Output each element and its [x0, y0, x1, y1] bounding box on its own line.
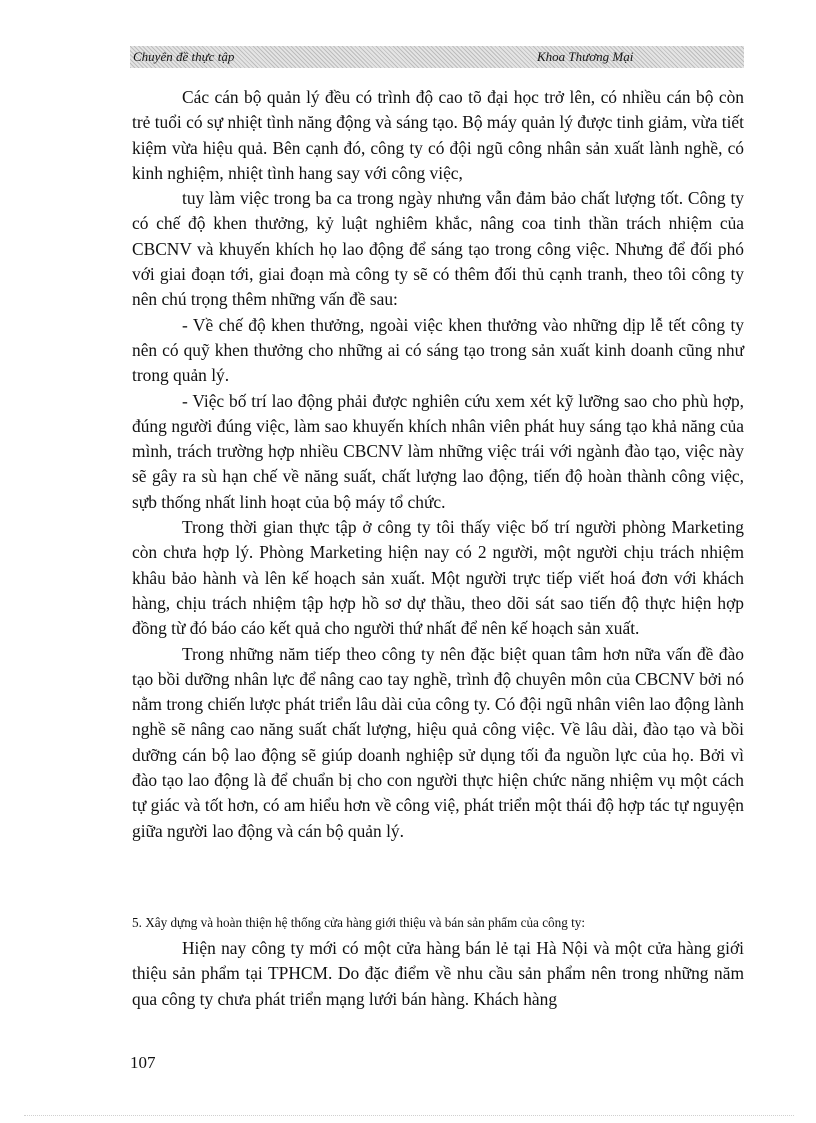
document-body [132, 85, 744, 844]
section-heading: 5. Xây dựng và hoàn thiện hệ thống cửa hàng giới thiệu và bán sản phẩm của công ty: [132, 915, 586, 930]
paragraph-management-staff: Các cán bộ quản lý đều có trình độ cao tõ đại học trở lên, có nhiều cán bộ còn trẻ tuổi có sự nhiệt tình năng động và sáng tạo. Bộ máy quản lý được tinh giảm, vừa tiết kiệm vừa hiệu quả. Bên cạnh đó, công ty có đội ngũ công nhân sản xuất lành nghề, có kinh nghiệm, nhiệt tình hang say với công việc, [132, 87, 744, 183]
paragraph-store-network: Hiện nay công ty mới có một cửa hàng bán lẻ tại Hà Nội và một cửa hàng giới thiệu sản phẩm tại TPHCM. Do đặc điểm về nhu cầu sản phẩm nên trong những năm qua công ty chưa phát triển mạng lưới bán hàng. Khách hàng [132, 938, 744, 1009]
footer-divider [24, 1115, 794, 1116]
paragraph-labor-allocation: - Việc bố trí lao động phải được nghiên cứu xem xét kỹ lưỡng sao cho phù hợp, đúng người đúng việc, làm sao khuyến khích nhân viên phát huy sáng tạo khả năng của mình, trách trường hợp nhiều CBCNV làm những việc trái với ngành đào tạo, việc này sẽ gây ra sù hạn chế về năng suất, chất lượng lao động, tiến độ hoàn thành công việc, sựb thống nhất linh hoạt của bộ máy tổ chức. [132, 390, 744, 512]
paragraph-reward-discipline: tuy làm việc trong ba ca trong ngày nhưng vẫn đảm bảo chất lượng tốt. Công ty có chế độ khen thưởng, kỷ luật nghiêm khắc, nâng coa tinh thần trách nhiệm của CBCNV và khuyến khích họ lao động để sáng tạo trong công việc. Nhưng để đối phó với giai đoạn tới, giai đoạn mà công ty sẽ có thêm đối thủ cạnh tranh, theo tôi công ty nên chú trọng thêm những vấn đề sau: [132, 188, 744, 310]
paragraph-marketing-department: Trong thời gian thực tập ở công ty tôi thấy việc bố trí người phòng Marketing còn chưa hợp lý. Phòng Marketing hiện nay có 2 người, một người chịu trách nhiệm khâu bảo hành và lên kế hoạch sản xuất. Một người trực tiếp viết hoá đơn với khách hàng, chịu trách nhiệm tập hợp hồ sơ dự thầu, theo dõi sát sao tiến độ thực hiện hợp đồng từ đó báo cáo kết quả cho người thứ nhất để nên kế hoạch sản xuất. [132, 517, 744, 639]
paragraph-training: Trong những năm tiếp theo công ty nên đặc biệt quan tâm hơn nữa vấn đề đào tạo bồi dưỡng nhân lực để nâng cao tay nghề, trình độ chuyên môn của CBCNV bởi nó nằm trong chiến lược phát triển lâu dài của công ty. Có đội ngũ nhân viên lao động lành nghề sẽ nâng cao năng suất chất lượng, hiệu quả công việc. Về lâu dài, đào tạo và bồi dưỡng cán bộ lao động sẽ giúp doanh nghiệp sử dụng tối đa nguồn lực của họ. Bởi vì đào tạo lao động là để chuẩn bị cho con người thực hiện chức năng nhiệm vụ một cách tự giác và tốt hơn, có am hiểu hơn về công việ, phát triển một thái độ hợp tác tự nguyện giữa người lao động và cán bộ quản lý. [132, 643, 744, 841]
header-department: Khoa Thương Mại [537, 49, 634, 64]
section-body [132, 936, 744, 1012]
page-header [130, 46, 744, 68]
page-number: 107 [130, 1053, 156, 1072]
header-course-title: Chuyên đề thực tập [133, 49, 235, 64]
paragraph-bonus-policy: - Về chế độ khen thưởng, ngoài việc khen thưởng vào những dịp lễ tết công ty nên có quỹ khen thưởng cho những ai có sáng tạo trong sản xuất kinh doanh cũng như trong quản lý. [132, 314, 744, 386]
